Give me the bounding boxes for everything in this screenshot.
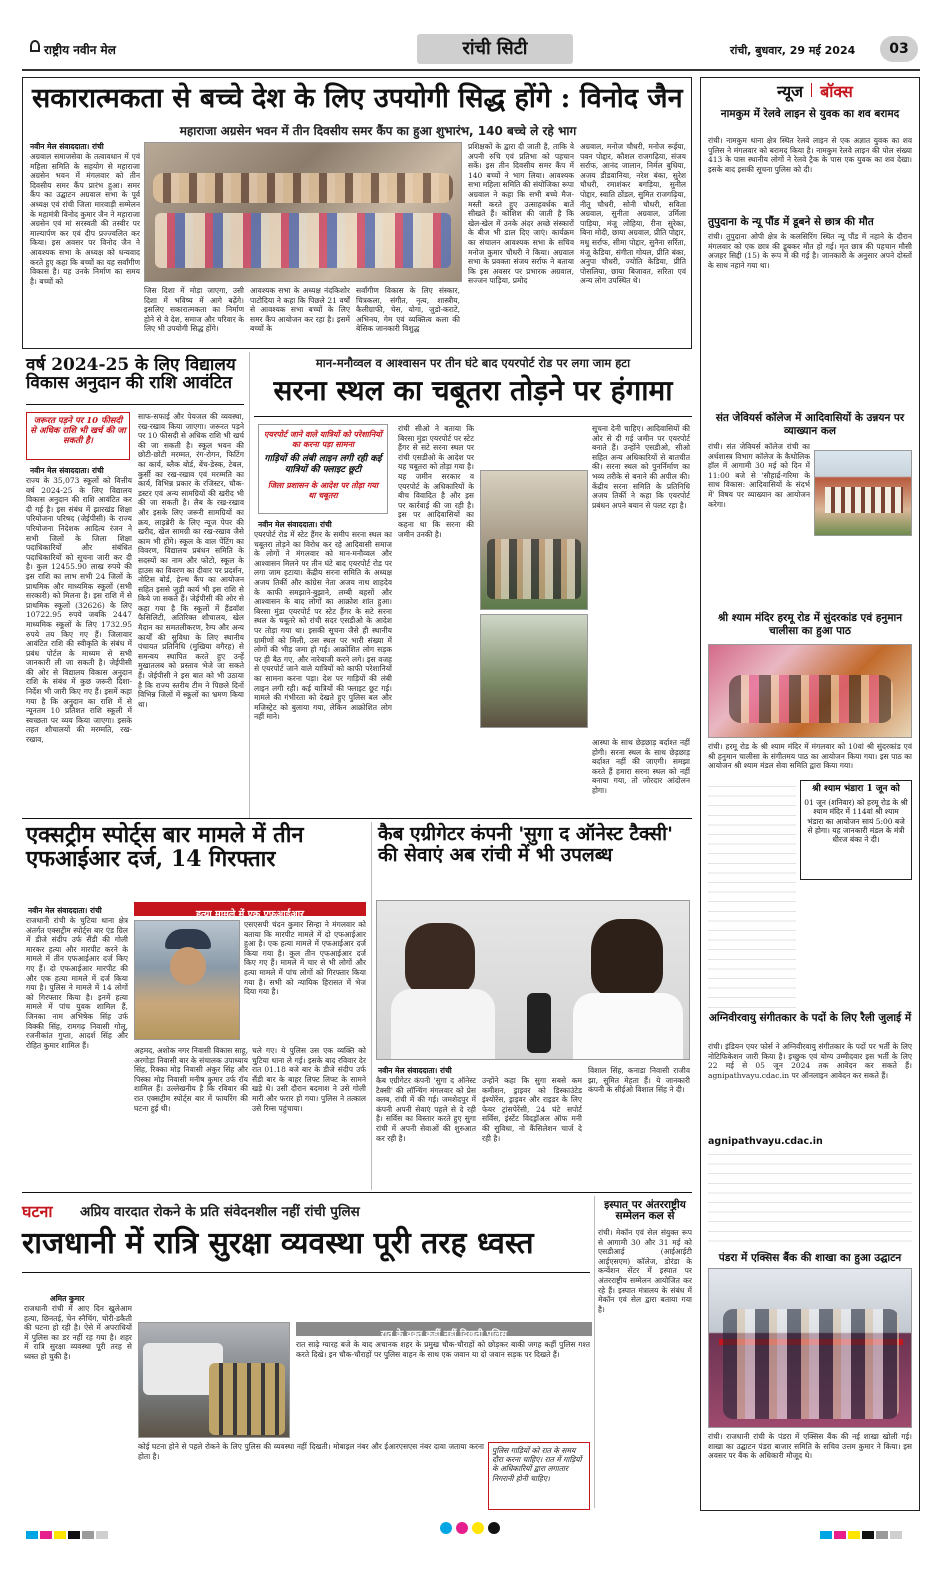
nb-body-3: रांची। संत जेवियर्स कॉलेज रांची का अर्थशास्त्र विभाग कॉलेज के कैथोलिक हॉल में आगामी 30 मई को दिन में 11:00 बजे से 'सौहार्द्र-गरिमा के साथ विकास: आदिवासियों के संदर्भ में' विषय पर व्याख्यान का आयोजन करेगा।	[708, 442, 810, 509]
bhandara-title: श्री श्याम भंडारा 1 जून को	[812, 784, 900, 794]
lead-col-c: सर्वांगीण विकास के लिए संस्कार, चित्रकला, संगीत, नृत्य, शास्त्रीय, कैलीग्राफी, चेस, योगा, जुडो-कराटे, अभिनय, गेम एवं व्यक्तित्व कला की बेसिक जानकारी विशुद्ध	[356, 286, 460, 334]
nb-body-5b	[708, 1150, 912, 1248]
print-color-bar-left	[26, 1524, 110, 1543]
temple-path-photo	[708, 644, 912, 738]
grant-col-1: राज्य के 35,073 स्कूलों को वित्तीय वर्ष 2024-25 के लिए विद्यालय विकास अनुदान की राशि आवंटित कर दी गई है। इस संबंध में झारखंड शिक्षा परियोजना परिषद (जेईपीसी) के राज्य परियोजना निदेशक आदित्य रंजन ने सभी जिलों के जिला शिक्षा पदाधिकारियों और संबंधित पदाधिकारियों को सूचना जारी कर दी है। कुल 12455.90 लाख रुपये की इस राशि का लाभ सभी 24 जिलों के प्राथमिक और माध्यमिक स्कूलों (सभी सरकारी) को मिलना है। इस राशि में से प्राथमिक स्कूलों (32626) के लिए 10722.95 रुपये जबकि 2447 माध्यमिक स्कूलों के लिए 1732.95 रुपये तय किए गए हैं। जिलावार आवंटित राशि की स्वीकृति के संबंध में प्रबंध पोर्टल के माध्यम से सभी जानकारी ली जा सकती है। जेईपीसी की ओर से विद्यालय विकास अनुदान राशि के संबंध में कुछ जरूरी दिशा-निर्देश भी जारी किए गए हैं। इसमें कहा गया है कि अनुदान का राशि में से न्यूनतम 10 प्रतिशत राशि स्कूली में स्वच्छता पर व्यय किया जाएगा। इसके तहत शौचालयों की मरम्मति, रख-रखाव,	[26, 476, 132, 745]
masthead	[22, 34, 920, 68]
officer-face	[170, 947, 206, 985]
sarna-headline: सरना स्थल का चबूतरा तोड़ने पर हंगामा	[273, 374, 673, 407]
group-photo-children	[155, 213, 451, 268]
crime-highlight-box	[488, 1442, 590, 1510]
cab-col-2: उन्होंने कहा कि सुगा सबसे कम कमीशन, ड्राइवर को डिस्काउंटेड इंश्योरेंस, ड्राइवर और राइडर के लिए फेयर ट्रांसपेरेंसी, 24 घंटे सपोर्ट सर्विस, इंस्टेंट विदड्रॉअल ऑफ मनी की सुविधा, नो कैंसिलेशन चार्ज दे रही है।	[482, 1076, 582, 1143]
nb-body-1: रांची। नामकुम थाना क्षेत्र स्थित रेलवे लाइन से एक अज्ञात युवक का शव पुलिस ने मंगलवार को बरामद किया है। नामकुम रेलवे लाइन की पोल संख्या 413 के पास स्थानीय लोगों ने रेलवे ट्रैक के पास एक युवक का शव देखा। इसके बाद इसकी सूचना पुलिस को दी।	[708, 136, 912, 174]
crime-photo-caption-bar	[296, 1322, 592, 1340]
recruitment-url-link[interactable]: agnipathvayu.cdac.in	[708, 1136, 823, 1147]
person-left	[405, 923, 475, 995]
grant-dateline: नवीन मेल संवाददाता। रांची	[30, 466, 104, 475]
nb-headline-1: नामकुम में रेलवे लाइन से युवक का शव बरामद	[720, 108, 900, 120]
police-night-photo	[138, 1322, 290, 1438]
reg-dot-yellow	[472, 1522, 484, 1534]
devotees	[729, 675, 893, 723]
lead-col-d: प्रशिक्षकों के द्वारा दी जाती है, ताकि वे अपनी रुचि एवं प्रतिभा को पहचान सकें। इस तीन दिवसीय समर कैंप में 140 बच्चों ने भाग लिया। आवश्यक सभा महिला समिति की संयोजिका रूपा अग्रवाल ने कहा कि सभी बच्चे मैज-मस्ती करते हुए उत्साहवर्धक बातें सीखते हैं। कोशिश की जाती है कि खेल-खेल में उनके अंदर अच्छे संस्कारों के बीज भी डाल दिए जाएं। कार्यक्रम का संचालन आवश्यक सभा के सचिव मनोज कुमार चौधरी ने किया। अग्रवाल सभा के प्रवक्ता संजय सर्राफ ने बताया कि इस अवसर पर प्रभारक अग्रवाल, सज्जन पाड़िया, प्रमोद	[468, 142, 574, 286]
sarna-pull-1: एयरपोर्ट जाने वाले यात्रियों को परेशानियों का करना पड़ा सामना	[264, 429, 382, 449]
sarna-kicker: मान-मनौव्वल व आश्वासन पर तीन घंटे बाद एयरपोर्ट रोड पर लगा जाम हटा	[315, 356, 631, 370]
nb-body-6: रांची। राजधानी रांची के पंडरा में एक्सिस बैंक की नई शाखा खोली गई। शाखा का उद्घाटन पंडरा बाजार समिति के सचिव उत्तम कुमार ने किया। इस अवसर पर बैंक के अधिकारी मौजूद थे।	[708, 1432, 912, 1461]
lead-col-a: जिस दिशा में मोड़ा जाएगा, उसी दिशा में भविष्य में आगे बढ़ेंगे। इसलिए सकारात्मकता का निर्माण होने से वे देश, समाज और परिवार के लिए भी उपयोगी सिद्ध होंगे।	[144, 286, 244, 334]
person-left-shirt	[391, 989, 495, 1060]
swatch-grey-light-r	[890, 1531, 902, 1539]
swatch-cyan	[26, 1531, 38, 1539]
news-label-a: न्यूज	[777, 82, 803, 101]
sports-tag	[134, 902, 366, 920]
masthead-rule	[22, 69, 920, 71]
crime-photo-caption: रात के वक्त कहीं नहीं दिखती पुलिस	[380, 1329, 508, 1340]
section-title: रांची सिटी	[462, 38, 528, 59]
crime-tag-text: घटना	[22, 1202, 53, 1221]
print-color-bar-right	[820, 1524, 904, 1543]
swatch-black	[68, 1531, 80, 1539]
col-divider	[249, 352, 250, 818]
sports-tag-text: हत्या मामले में एक एफआईआर	[195, 909, 305, 920]
sports-dateline: नवीन मेल संवाददाता। रांची	[28, 906, 102, 915]
col-divider-2	[371, 822, 372, 1190]
swatch-grey-r	[876, 1531, 888, 1539]
grant-headline: वर्ष 2024-25 के लिए विद्यालय विकास अनुदान की राशि आवंटित	[26, 355, 236, 394]
crowd-figures	[487, 539, 581, 599]
grant-pull-quote	[26, 412, 130, 460]
police-officers	[209, 1363, 285, 1435]
registration-marks	[440, 1520, 504, 1536]
paper-name: राष्ट्रीय नवीन मेल	[44, 43, 116, 57]
section-rule-2	[22, 1192, 692, 1193]
sarna-pull-box	[258, 424, 388, 514]
lead-col-e: अग्रवाल, मनोज चौधरी, मनोज रूईया, पवन पोद्दार, कौशल राजगढ़िया, संजय सर्राफ, आनंद जालान, निर्मल बुधिया, अजय डीडवानिया, नरेश बंका, सुरेश चौधरी, रमाशंकर बगड़िया, सुनील पोद्दार, स्वाति ठोंडल, सुमित राजगढ़िया, नीतू चौधरी, सोनी चौधरी, सविता अग्रवाल, सुनीता अग्रवाल, उर्मिला पाड़िया, मंजू लोहिया, रीना सुरेका, बिना मोदी, छाया अग्रवाल, प्रीति पोद्दार, मधु सर्राफ, सीमा पोद्दार, सुनैना सर्रिता, मंजू केडिया, संगीता गोयल, प्रीति बंका, अनुपा चौधरी, ज्योति केडिया, प्रीति पोसलिया, छाया बिजावत, सरिता एवं अन्य लोग उपस्थित थे।	[580, 142, 686, 286]
nb-headline-6: पंडरा में एक्सिस बैंक की शाखा का हुआ उद्घाटन	[718, 1252, 902, 1264]
group-photo-rows	[153, 173, 453, 203]
crime-headline: राजधानी में रात्रि सुरक्षा व्यवस्था पूरी तरह ध्वस्त	[22, 1226, 534, 1261]
news-label-divider	[811, 83, 812, 97]
sports-col-3: अहमद, अशोक नगर निवासी विकास साहू, अरगोड़ा निवासी बार के संचालक उपाध्याय सिंह, रिक्का मोड़ निवासी अंकुर सिंह और पिस्का मोड़ निवासी मनीष कुमार उर्फ रॉय शामिल हैं। उल्लेखनीय है कि रविवार की रात एक्सट्रीम स्पोर्ट्स बार में फायरिंग की घटना हुई थी।	[134, 1046, 248, 1113]
sarna-dateline: नवीन मेल संवाददाता। रांची	[258, 520, 332, 529]
sarna-pull-3: जिला प्रशासन के आदेश पर तोड़ा गया था चबूतरा	[267, 480, 379, 500]
crime-bottom: कोई घटना होने से पहले रोकने के लिए पुलिस की व्यवस्था नहीं दिखती। मोबाइल नंबर और ईआरएसएस नंबर दावा जताया करना होता है।	[138, 1442, 484, 1461]
sarna-col-3: सूचना देनी चाहिए। आदिवासियों की ओर से दी गई जमीन पर एयरपोर्ट बनाते हैं। उन्होंने एसडीओ, सीओ सहित अन्य अधिकारियों से बातचीत की। सरना स्थल को पुनर्निर्माण का भव्य तरीके से बनाने की अपील की। केंद्रीय सरना समिति के प्रतिनिधि अजय तिर्की ने कहा कि एयरपोर्ट प्रबंधन अपने बयान से पलट रहा है।	[592, 424, 690, 510]
grant-rule	[26, 404, 244, 405]
steel-body: रांची। मेकॉन एवं सेल संयुक्त रूप से आगामी 30 और 31 मई को एसडीआई (आईआईटी आईएसएम) कॉलेज, डोरंडा के कन्वेंशन सेंटर में इस्पात पर अंतरराष्ट्रीय सम्मेलन आयोजित कर रहे हैं। इस्पात मंत्रालय के संबंध में मेकॉन एवं सेल द्वारा बताया गया है।	[598, 1228, 692, 1314]
news-label-b: बॉक्स	[820, 82, 853, 101]
lead-dateline: नवीन मेल संवाददाता। रांची	[30, 142, 104, 151]
nb-body-4b	[708, 782, 796, 1008]
swatch-grey-light	[96, 1531, 108, 1539]
nb-body-4: रांची। हरमू रोड के श्री श्याम मंदिर में मंगलवार को 10वां श्री सुंदरकांड एवं श्री हनुमान चालीसा के संगीतमय पाठ का आयोजन किया गया। इस पाठ का आयोजन श्री श्याम मंडल सेवा समिति द्वारा किया गया।	[708, 742, 912, 771]
logo-icon	[30, 40, 40, 52]
sarna-photo-1	[480, 470, 588, 610]
swatch-grey	[82, 1531, 94, 1539]
bank-opening-photo	[708, 1268, 912, 1428]
nb-headline-5: अग्निवीरवायु संगीतकार के पदों के लिए रैली जुलाई में	[708, 1012, 912, 1024]
nb-body-5: रांची। इंडियन एयर फोर्स ने अग्निवीरवायु संगीतकार के पदों पर भर्ती के लिए नोटिफिकेशन जारी किया है। इच्छुक एवं योग्य उम्मीदवार इस भर्ती के लिए 22 मई से 05 जून 2024 तक आवेदन कर सकते हैं। agnipathvayu.cdac.in पर ऑनलाइन आवेदन कर सकते हैं।	[708, 1042, 912, 1080]
lead-photo	[144, 142, 462, 282]
crime-tag	[22, 1200, 72, 1222]
crime-byline: अमित कुमार	[50, 1294, 85, 1303]
cab-launch-photo	[376, 900, 690, 1060]
sports-col-2: एसएसपी चंदन कुमार सिन्हा ने मंगलवार को बताया कि मारपीट मामले में दो एफआईआर हुआ है। एक हत्या मामले में एफआईआर दर्ज किया गया है। कुल तीन एफआईआर दर्ज किए गए हैं। मामले में चार से भी लोगों और हत्या मामले में पांच लोगों को गिरफ्तार किया गया है। सभी को न्यायिक हिरासत में भेज दिया गया है।	[244, 920, 366, 997]
sarna-bottom: आस्था के साथ छेड़छाड़ बर्दाश्त नहीं होगी। सरना स्थल के साथ छेड़छाड़ बर्दाश्त नहीं की जाएगी। समझा करते हैं हमारा सरना स्थल को नहीं बनाया गया, तो जोरदार आंदोलन होगा।	[592, 738, 690, 795]
cab-col-1: कैब एग्रीगेटर कंपनी 'सुगा द ऑनेस्ट टैक्सी' की लॉन्चिंग मंगलवार को प्रेस क्लब, रांची में की गई। जमशेदपुर में कंपनी अपनी सेवाएं पहले से दे रही है। सर्विस का विस्तार करते हुए सुगा रांची में अपनी सेवाओं की शुरुआत कर रही है।	[376, 1076, 476, 1143]
crime-col-2: रात साढ़े ग्यारह बजे के बाद अचानक शहर के प्रमुख चौक-चौराहों को छोड़कर बाकी जगह कहीं पुलिस गश्त करते दिखे। इन चौक-चौराहों पर पुलिस वाहन के साथ एक जवान या दो जवान सड़क पर दिखते हैं।	[296, 1340, 590, 1359]
swatch-yellow-r	[848, 1531, 860, 1539]
crime-rule	[22, 1272, 590, 1273]
dateline: रांची, बुधवार, 29 मई 2024	[730, 44, 856, 57]
cab-headline: कैब एग्रीगेटर कंपनी 'सुगा द ऑनेस्ट टैक्सी' की सेवाएं अब रांची में भी उपलब्ध	[378, 823, 673, 866]
officer-cap	[165, 929, 211, 949]
college-windows	[825, 487, 903, 513]
col-divider-3	[594, 1196, 595, 1508]
cab-col-3: विशाल सिंह, कनाडा निवासी राजीव झा, सुमित मेहता हैं। ये जानकारी कंपनी के सीईओ विशाल सिंह ने दी।	[588, 1066, 690, 1095]
swatch-yellow	[54, 1531, 66, 1539]
crime-kicker: अप्रिय वारदात रोकने के प्रति संवेदनशील नहीं रांची पुलिस	[80, 1204, 360, 1220]
bhandara-box	[800, 780, 912, 880]
sarna-col-2: रांची सीओ ने बताया कि बिरसा मुंडा एयरपोर्ट पर स्टेट हैंगर से सटे सरना स्थल पर रांची एसडीओ के आदेश पर यह चबूतरा को तोड़ा गया है। यह जमीन सरकार व एयरपोर्ट के अधिकारियों के बीच विवादित है और इस पर कार्रवाई की जा रही है। इस पर आदिवासियों का कहना था कि सरना की जमीन उनकी है।	[398, 424, 474, 539]
sarna-pull-2: गाड़ियों की लंबी लाइन लगी रही कई यात्रियों की फ्लाइट छूटी	[264, 454, 382, 475]
grant-col-2: साफ-सफाई और पेयजल की व्यवस्था, रख-रखाव किया जाएगा। जरूरत पड़ने पर 10 फीसदी से अधिक राशि भी खर्च की जा सकती है। स्कूल भवन की छोटी-छोटी मरम्मत, रंग-रोगन, फिटिंग का कार्य, ब्लैक बोर्ड, बेंच-डेस्क, टेबल, कुर्सी का रख-रखाव एवं मरम्मति का कार्य, विभिन्न प्रकार के रजिस्टर, चौक-डस्टर एवं अन्य सामग्रियों की खरीद भी की जा सकती है। लैब के रख-रखाव और इसके लिए जरूरी सामग्रियों का क्रय, लाइब्रेरी के लिए न्यूज पेपर की खरीद, खेल सामग्री का रख-रखाव जैसे काम भी होंगे। स्कूल के वाल पेंटिंग का विवरण, विद्यालय प्रबंधन समिति के सदस्यों का नाम और फोटो, स्कूल के हाउस का विवरण का दीवार पर प्रदर्शन, नोटिस बोर्ड, हेल्थ कैंप का आयोजन सहित इससे जुड़ी कार्य भी इस राशि से किये जा सकते हैं। जेईपीसी की ओर से कहा गया है कि स्कूलों में हैंडवॉश फैसिलिटी, अतिरिक्त शौचालय, खेल मैदान का समतलीकरण, रैम्प और अन्य कार्यों की सुविधा के लिए स्थानीय पंचायत प्रतिनिधि (मुखिया वगैरह) से समन्वय स्थापित करते हुए उन्हें मुखातलब को प्रस्ताव भेजे जा सकते हैं। जेईपीसी ने इस बात को भी उठाया है कि राज्य स्तरीय टीम ने पिछले दिनों विभिन्न जिलों में स्कूलों का भ्रमण किया था।	[138, 412, 244, 709]
page-number: 03	[880, 36, 918, 62]
sarna-photo-2	[480, 614, 588, 728]
lead-subhead: महाराजा अग्रसेन भवन में तीन दिवसीय समर कैंप का हुआ शुभारंभ, 140 बच्चे ले रहे भाग	[179, 124, 577, 138]
nb-headline-2: तुपुदाना के न्यू पौंड में डूबने से छात्र की मौत	[708, 216, 874, 228]
steel-headline: इस्पात पर अंतरराष्ट्रीय सम्मेलन कल से	[604, 1199, 686, 1223]
nb-body-2: रांची। तुपुदाना ओपी क्षेत्र के कलसिरिंग स्थित न्यू पौंड में नहाने के दौरान मंगलवार को एक छात्र की डूबकर मौत हो गई। मृत छात्र की पहचान मौसी अजहर सिद्दी (15) के रूप में की गई है। जानकारी के अनुसार अपने दोस्तों के साथ नहाने गया था।	[708, 232, 912, 270]
person-right-shirt	[573, 993, 683, 1060]
college-photo	[814, 450, 912, 536]
swatch-magenta-r	[834, 1531, 846, 1539]
swatch-magenta	[40, 1531, 52, 1539]
bank-staff	[723, 1309, 899, 1419]
nb-headline-4: श्री श्याम मंदिर हरमू रोड में सुंदरकांड एवं हनुमान चालीसा का हुआ पाठ	[717, 612, 903, 637]
lead-headline: सकारात्मकता से बच्चे देश के लिए उपयोगी सिद्ध होंगे : विनोद जैन	[32, 83, 683, 114]
sports-col-4: चले गए। ये पुलिस उस एक व्यक्ति को चुटिया थाना ले गई। इसके बाद रविवार देर रात 01.18 बजे बार के डीजे संदीप उर्फ सैंडी बार के बाहर लिफ्ट लिफ्ट के सामने खड़े थे। उसी दौरान बदमाश ने उसे गोली मारी और फरार हो गया। पुलिस ने तत्काल उसे रिम्स पहुंचाया।	[252, 1046, 366, 1113]
lead-col-1: अग्रवाल समाजसेवा के तत्वावधान में एवं महिला समिति के सहयोग से महाराजा अग्रसेन भवन में मंगलवार को तीन दिवसीय समर कैंप प्रारंभ हुआ। समर कैंप का उद्घाटन अग्रवाल सभा के पूर्व अध्यक्ष एवं रांची जिला मारवाड़ी सम्मेलन के महामंत्री विनोद कुमार जैन ने महाराजा अग्रसेन एवं मां सरस्वती की तस्वीर पर माल्यार्पण कर एवं दीप प्रज्ज्वलित कर किया। इस अवसर पर विनोद जैन ने आवश्यक सभा के अध्यक्ष को धन्यवाद करते हुए कहा कि बच्चों का यह सर्वांगीण विकास है। यह उनके निर्माण का समय है। बच्चों को	[30, 152, 140, 286]
sarna-rule	[254, 416, 692, 417]
sarna-col-1: एयरपोर्ट रोड में स्टेट हैंगर के समीप सरना स्थल का चबूतरा तोड़ने का विरोध कर रहे आदिवासी समाज के लोगों ने मंगलवार को मान-मनौव्वल और आश्वासन मिलने पर तीन घंटे बाद एयरपोर्ट रोड पर लगा जाम हटाया। केंद्रीय सरना समिति के अध्यक्ष अजय तिर्की और कांग्रेस नेता अजय नाथ शाहदेव के काफी समझाने-बुझाने, लम्बी बहसों और आश्वासन के बाद लोगों का आक्रोश शांत हुआ। बिरसा मुंडा एयरपोर्ट पर स्टेट हैंगर के सटे सरना स्थल के चबूतरे को रांची सदर एसडीओ के आदेश पर तोड़ा गया था। इसकी सूचना जैसे ही स्थानीय ग्रामीणों को मिली, उस स्थल पर भारी संख्या में लोगों की भीड़ जमा हो गई। आक्रोशित लोग सड़क पर ही बैठ गए, और नारेबाजी करने लगे। इस वजह से एयरपोर्ट जाने वाले यात्रियों को काफी परेशानियों का सामना करना पड़ा। देश पर गाड़ियों की लंबी लाइन लगी रही। कई यात्रियों की फ्लाइट छूट गई। मामले की गंभीरता को देखते हुए पुलिस बल और मजिस्ट्रेट को बुलाया गया, लेकिन आक्रोशित लोग नहीं माने।	[254, 530, 392, 722]
police-officer-photo	[134, 920, 240, 1040]
paper-logo	[22, 36, 162, 64]
crime-highlight-text: पुलिस गाड़ियों को रात के समय दौरा करना चाहिए। रात में गाड़ियों के अधिकारियों द्वारा लगातार निगरानी होनी चाहिए।	[492, 1446, 582, 1483]
section-banner	[417, 34, 573, 64]
person-right	[591, 919, 663, 997]
reg-dot-black	[488, 1522, 500, 1534]
swatch-cyan-r	[820, 1531, 832, 1539]
microphone-icon	[527, 993, 551, 1053]
grant-pull-text: जरूरत पड़ने पर 10 फीसदी से अधिक राशि भी खर्च की जा सकती है।	[30, 416, 126, 446]
lead-col-b: आवश्यक सभा के अध्यक्ष नंदकिशोर पाटोदिया ने कहा कि पिछले 21 वर्षों से आवश्यक सभा बच्चों के लिए समर कैंप आयोजन कर रहा है। इसमें बच्चों के	[250, 286, 350, 334]
sports-col-1: राजधानी रांची के चुटिया थाना क्षेत्र अंतर्गत एक्सट्रीम स्पोर्ट्स बार एंड ग्रिल में डीजे संदीप उर्फ सैंडी की गोली मारकर हत्या और मारपीट करने के मामले में तीन एफआईआर दर्ज किए गए हैं। दो एफआईआर मारपीट की और एक हत्या मामले में दर्ज किया गया है। पुलिस ने मामले में 14 लोगों को गिरफ्तार किया है। इनमें हत्या मामले में पांच युवक शामिल हैं, जिनका नाम अभिषेक सिंह उर्फ विक्की सिंह, रामगढ़ निवासी गोलू, रजनीकांत गुप्ता, आदर्श सिंह और रोहित कुमार शामिल हैं।	[26, 916, 128, 1050]
nb-headline-3: संत जेवियर्स कॉलेज में आदिवासियों के उन्नयन पर व्याख्यान कल	[715, 412, 905, 437]
swatch-black-r	[862, 1531, 874, 1539]
cab-dateline: नवीन मेल संवाददाता। रांची	[378, 1066, 452, 1075]
section-rule-1	[22, 818, 692, 819]
news-box-label	[760, 80, 870, 104]
crime-col-1: राजधानी रांची में आए दिन खुलेआम हत्या, छिनतई, चेन स्नैचिंग, चोरी-डकैती की घटना हो रही है। ऐसे में अपराधियों में पुलिस का डर नहीं रह गया है। शहर में रात्रि सुरक्षा व्यवस्था पूरी तरह से ध्वस्त हो चुकी है।	[24, 1304, 132, 1361]
sports-headline: एक्सट्रीम स्पोर्ट्स बार मामले में तीन एफआईआर दर्ज, 14 गिरफ्तार	[26, 822, 304, 872]
bhandara-body: 01 जून (शनिवार) को हरमू रोड के श्री श्याम मंदिर में 114वां श्री श्याम भंडारा का आयोजन सायं 5:00 बजे से होगा। यह जानकारी मंडल के मंत्री धीरज बंका ने दी।	[804, 798, 908, 845]
reg-dot-magenta	[456, 1522, 468, 1534]
reg-dot-cyan	[440, 1522, 452, 1534]
